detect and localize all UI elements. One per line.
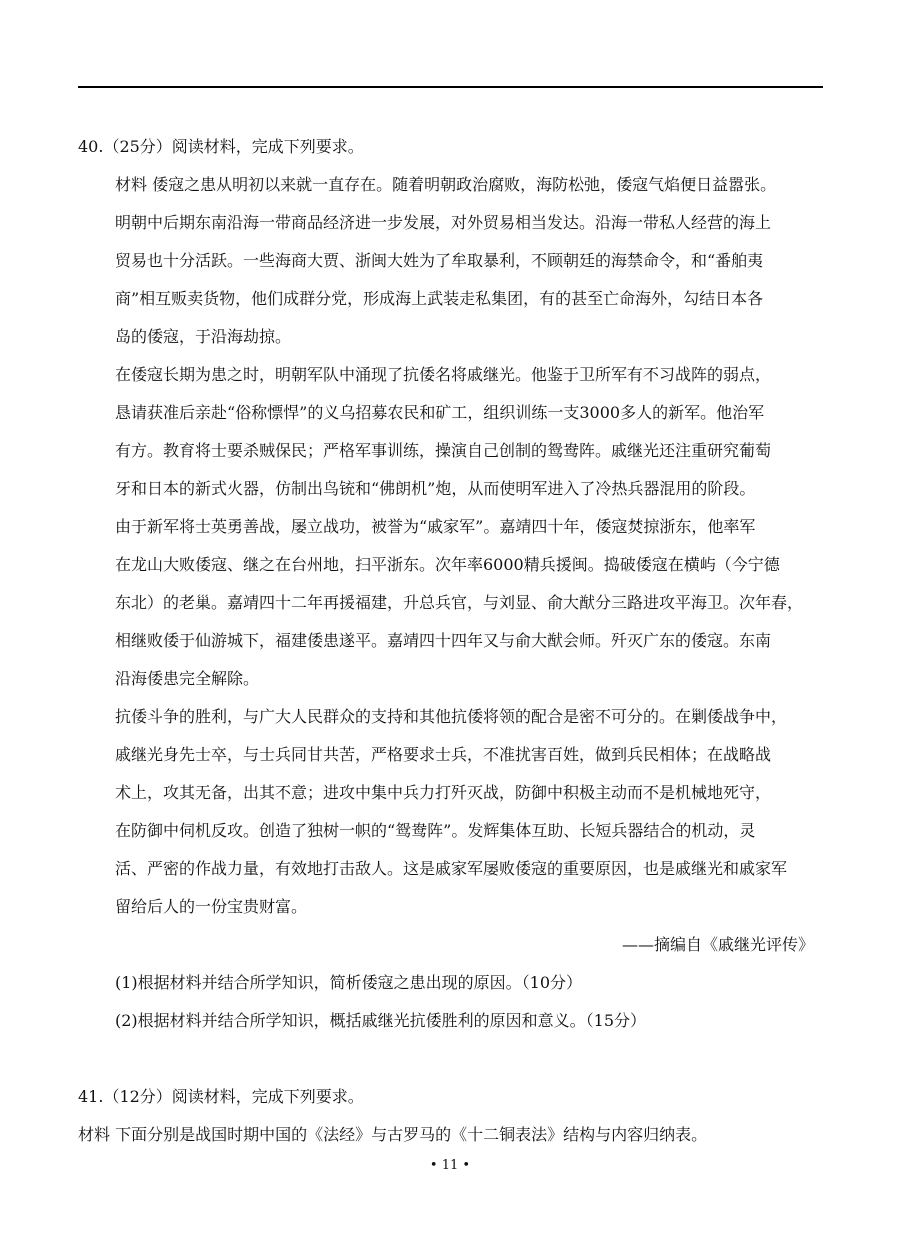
material-line: 在防御中伺机反攻。创造了独树一帜的“鸳鸯阵”。发辉集体互助、长短兵器结合的机动，灵 xyxy=(115,821,756,840)
material-line: 牙和日本的新式火器，仿制出鸟铳和“佛朗机”炮，从而使明军进入了冷热兵器混用的阶段。 xyxy=(115,479,756,498)
page-number: • 11 • xyxy=(429,1158,471,1173)
material-line: 由于新军将士英勇善战，屡立战功，被誉为“戚家军”。嘉靖四十年，倭寇焚掠浙东，他率军 xyxy=(115,517,756,536)
material-line: 贸易也十分活跃。一些海商大贾、浙闽大姓为了牟取暴利，不顾朝廷的海禁命令，和“番舶夷 xyxy=(115,251,764,270)
question-40-header: 40.（25分）阅读材料，完成下列要求。 xyxy=(78,137,364,156)
material-line: 材料 倭寇之患从明初以来就一直存在。随着明朝政治腐败，海防松弛，倭寇气焰便日益嚣张。 xyxy=(115,175,777,194)
header-rule xyxy=(78,86,823,88)
material-line: 沿海倭患完全解除。 xyxy=(115,669,260,688)
material-line: 明朝中后期东南沿海一带商品经济进一步发展，对外贸易相当发达。沿海一带私人经营的海上 xyxy=(115,213,772,232)
material-line: 戚继光身先士卒，与士兵同甘共苦，严格要求士兵，不准扰害百姓，做到兵民相体；在战略战 xyxy=(115,745,772,764)
question-41-header: 41.（12分）阅读材料，完成下列要求。 xyxy=(78,1087,364,1106)
material-line: 商”相互贩卖货物，他们成群分党，形成海上武装走私集团，有的甚至亡命海外，勾结日本各 xyxy=(115,289,764,308)
material-line: 东北）的老巢。嘉靖四十二年再援福建，升总兵官，与刘显、俞大猷分三路进攻平海卫。次年春， xyxy=(115,593,804,612)
material-line: 恳请获准后亲赴“俗称慓悍”的义乌招募农民和矿工，组织训练一支3000多人的新军。他治军 xyxy=(115,403,765,422)
material-line: 有方。教育将士要杀贼保民；严格军事训练，操演自己创制的鸳鸯阵。戚继光还注重研究葡萄 xyxy=(115,441,772,460)
material-line: 抗倭斗争的胜利，与广大人民群众的支持和其他抗倭将领的配合是密不可分的。在剿倭战争中， xyxy=(115,707,788,726)
question-41-material: 材料 下面分别是战国时期中国的《法经》与古罗马的《十二铜表法》结构与内容归纳表。 xyxy=(78,1125,708,1144)
sub-question-2: (2)根据材料并结合所学知识，概括戚继光抗倭胜利的原因和意义。（15分） xyxy=(115,1011,647,1030)
material-line: 术上，攻其无备，出其不意；进攻中集中兵力打歼灭战，防御中积极主动而不是机械地死守， xyxy=(115,783,772,802)
material-line: 在倭寇长期为患之时，明朝军队中涌现了抗倭名将戚继光。他鉴于卫所军有不习战阵的弱点， xyxy=(115,365,772,384)
material-line: 留给后人的一份宝贵财富。 xyxy=(115,897,308,916)
material-line: 活、严密的作战力量，有效地打击敌人。这是戚家军屡败倭寇的重要原因，也是戚继光和戚家军 xyxy=(115,859,788,878)
material-line: 岛的倭寇，于沿海劫掠。 xyxy=(115,327,292,346)
sub-question-1: (1)根据材料并结合所学知识，简析倭寇之患出现的原因。（10分） xyxy=(115,973,583,992)
material-line: 在龙山大败倭寇、继之在台州地，扫平浙东。次年率6000精兵援闽。捣破倭寇在横屿（今宁德 xyxy=(115,555,780,574)
material-source: ——摘编自《戚继光评传》 xyxy=(621,935,814,954)
material-line: 相继败倭于仙游城下，福建倭患遂平。嘉靖四十四年又与俞大猷会师。歼灭广东的倭寇。东南 xyxy=(115,631,772,650)
